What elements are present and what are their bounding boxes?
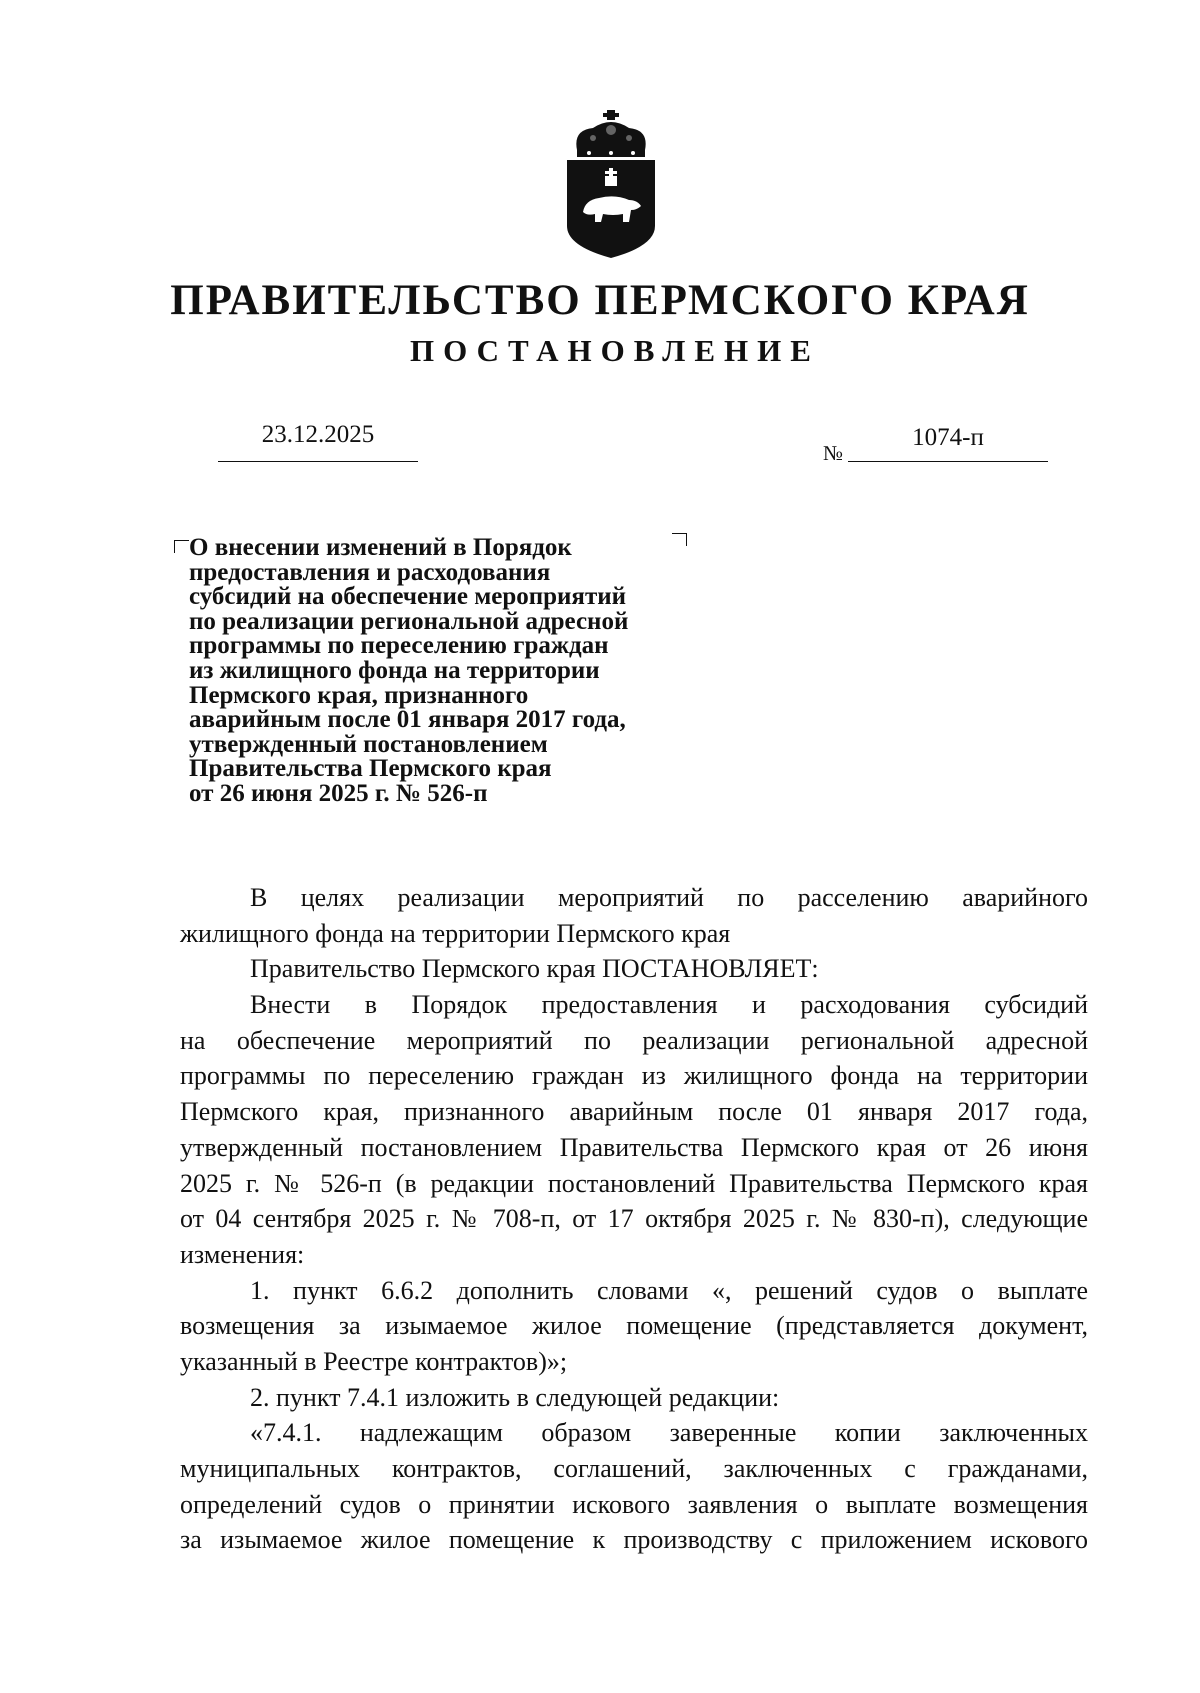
subject-line: из жилищного фонда на территории — [189, 656, 600, 684]
body-line: изменения: — [180, 1239, 305, 1269]
document-number: 1074-п — [912, 424, 984, 451]
coat-of-arms-emblem — [563, 108, 659, 260]
document-subject — [189, 536, 709, 807]
subject-line: от 26 июня 2025 г. № 526-п — [189, 779, 488, 807]
subject-line: аварийным после 01 января 2017 года, — [189, 706, 626, 734]
body-line: Правительство Пермского края ПОСТАНОВЛЯЕТ: — [250, 954, 819, 984]
document-body — [180, 880, 1088, 1558]
subject-line: О внесении изменений в Порядок — [189, 534, 572, 561]
body-line: 2025 г. № 526-п (в редакции постановлений Правительства Пермского края — [180, 1168, 1088, 1198]
subject-line: Пермского края, признанного — [189, 681, 529, 709]
body-line: В целях реализации мероприятий по расселению аварийного — [250, 883, 1088, 912]
subject-line: утвержденный постановлением — [189, 730, 548, 758]
body-line: жилищного фонда на территории Пермского края — [180, 918, 731, 948]
body-line: возмещения за изымаемое жилое помещение (представляется документ, — [180, 1311, 1088, 1341]
subject-line: по реализации региональной адресной — [189, 607, 629, 635]
subject-line: субсидий на обеспечение мероприятий — [189, 583, 627, 611]
body-line: 1. пункт 6.6.2 дополнить словами «, решений судов о выплате — [250, 1275, 1088, 1305]
subject-line: Правительства Пермского края — [189, 755, 552, 783]
body-line: за изымаемое жилое помещение к производству с приложением искового — [180, 1525, 1088, 1555]
document-type-title: ПОСТАНОВЛЕНИЕ — [410, 333, 820, 368]
body-line: на обеспечение мероприятий по реализации региональной адресной — [180, 1025, 1088, 1055]
number-sign: № — [823, 441, 844, 465]
body-line: 2. пункт 7.4.1 изложить в следующей редакции: — [250, 1382, 780, 1412]
body-line: Внести в Порядок предоставления и расходования субсидий — [250, 990, 1088, 1020]
body-line: Пермского края, признанного аварийным после 01 января 2017 года, — [180, 1097, 1088, 1127]
number-underline — [848, 461, 1048, 462]
body-line: определений судов о принятии искового заявления о выплате возмещения — [180, 1489, 1088, 1519]
document-date: 23.12.2025 — [261, 421, 375, 448]
subject-line: программы по переселению граждан — [189, 632, 609, 660]
body-line: указанный в Реестре контрактов)»; — [180, 1346, 568, 1376]
body-line: от 04 сентября 2025 г. № 708-п, от 17 октября 2025 г. № 830-п), следующие — [180, 1204, 1088, 1234]
subject-corner-mark-left — [174, 540, 189, 553]
body-line: муниципальных контрактов, соглашений, заключенных с гражданами, — [180, 1454, 1088, 1483]
body-line: программы по переселению граждан из жилищного фонда на территории — [180, 1061, 1088, 1091]
government-title: ПРАВИТЕЛЬСТВО ПЕРМСКОГО КРАЯ — [170, 277, 1030, 324]
date-underline — [218, 461, 418, 462]
subject-line: предоставления и расходования — [189, 558, 551, 586]
body-line: утвержденный постановлением Правительства Пермского края от 26 июня — [180, 1132, 1088, 1162]
body-line: «7.4.1. надлежащим образом заверенные копии заключенных — [250, 1418, 1088, 1448]
